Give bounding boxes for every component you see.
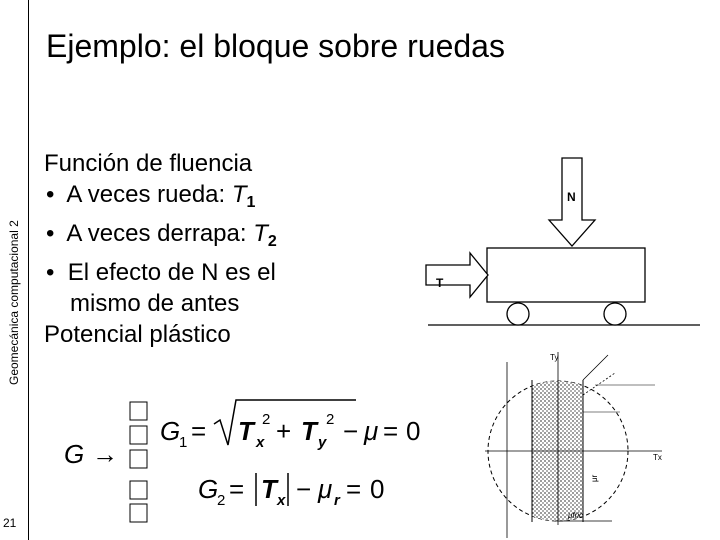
var-t: T [231,181,247,208]
var-sub: 2 [267,233,277,250]
eq2-r: r [334,492,340,509]
eq2-minus: − [296,474,312,504]
eq-lhs-g: G [64,439,85,469]
var-sub: 1 [246,194,256,211]
course-label: Geomecánica computacional 2 [7,220,21,385]
eq1-plus: + [276,416,292,446]
eq1-exp2: 2 [326,411,335,428]
eq2-t: T [261,474,277,504]
var-t: T [253,220,268,247]
eq1-zero: 0 [406,416,421,446]
eq1-t2: T [301,416,317,446]
heading-yield-function: Función de fluencia [44,150,253,177]
placeholder-box [130,426,147,444]
eq1-minus: − [343,416,359,446]
eq2-g: G [198,474,219,504]
bullet-text: A veces derrapa: [66,220,254,247]
equation-g1 [160,400,420,451]
ty-axis-label: Ty [550,353,559,362]
slide-title: Ejemplo: el bloque sobre ruedas [46,28,505,64]
eq1-g: G [160,416,181,446]
placeholder-box [130,450,147,468]
tx-axis-label: Tx [653,453,662,462]
page-number: 21 [3,516,17,530]
eq2-zero: 0 [370,474,385,504]
equations [64,400,420,522]
right-wheel [604,303,626,325]
eq1-x: x [256,434,265,451]
eq2-equals: = [229,474,245,504]
eq1-t1: T [238,416,254,446]
equation-g2 [198,473,384,509]
eq2-mu: μ [318,474,333,504]
mu-fric-label: μfric [568,511,584,520]
bullet-text: El efecto de N es el [67,259,276,286]
bullet-dot: • [46,220,55,247]
bullet-dot: • [46,181,55,208]
eq1-equals-2: = [383,416,399,446]
heading-plastic-potential: Potencial plástico [44,321,231,348]
tangential-force-arrow [426,253,488,297]
yield-surface-plot [485,352,662,538]
block-diagram [426,158,700,325]
eq1-mu: μ [364,416,379,446]
eq2-g-sub: 2 [217,492,226,509]
eq2-equals-2: = [346,474,362,504]
eq-arrow: → [92,439,118,469]
eq1-g-sub: 1 [179,434,188,451]
mu-r-label: μr [590,474,599,482]
eq1-exp1: 2 [262,411,271,428]
gradient-vector [583,355,608,380]
gradient-vector-2 [583,373,615,395]
tangential-force-label: T [436,276,444,290]
bullet-continuation: mismo de antes [70,290,240,317]
placeholder-box [130,504,147,522]
normal-force-label: N [567,190,576,204]
eq1-y: y [318,434,327,451]
eq2-x: x [277,492,286,509]
bullet-text: A veces rueda: [66,181,232,208]
eq1-equals: = [191,416,207,446]
bullet-dot: • [46,259,55,286]
block [487,248,645,302]
placeholder-box [130,481,147,499]
left-wheel [507,303,529,325]
placeholder-box [130,402,147,420]
